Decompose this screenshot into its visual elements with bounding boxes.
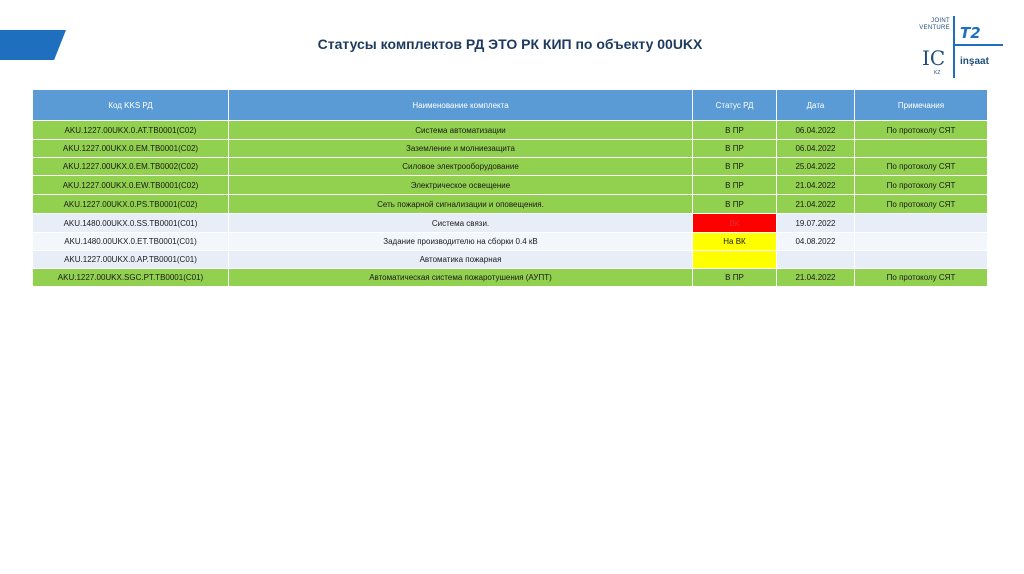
accent-bar bbox=[0, 30, 66, 60]
table-row bbox=[33, 214, 988, 233]
cell-date: 04.08.2022 bbox=[777, 233, 855, 251]
table-row bbox=[33, 176, 988, 195]
cell-code: AKU.1227.00UKX.0.EW.TB0001(C02) bbox=[33, 176, 229, 195]
logo-vertical-line bbox=[953, 16, 955, 78]
cell-name: Задание производителю на сборки 0.4 кВ bbox=[229, 233, 693, 251]
cell-date: 21.04.2022 bbox=[777, 269, 855, 287]
cell-status: В ПР bbox=[693, 195, 777, 214]
header-code: Код KKS РД bbox=[33, 90, 229, 121]
table-row bbox=[33, 121, 988, 140]
cell-code: AKU.1480.00UKX.0.SS.TB0001(C01) bbox=[33, 214, 229, 233]
cell-note bbox=[855, 233, 988, 251]
cell-status: В ПР bbox=[693, 121, 777, 140]
cell-name: Сеть пожарной сигнализации и оповещения. bbox=[229, 195, 693, 214]
cell-status: В ПР bbox=[693, 158, 777, 176]
cell-name: Силовое электрооборудование bbox=[229, 158, 693, 176]
cell-name: Заземление и молниезащита bbox=[229, 140, 693, 158]
cell-status bbox=[693, 251, 777, 269]
header-name: Наименование комплекта bbox=[229, 90, 693, 121]
logo-t2: T2 bbox=[960, 24, 981, 42]
page-title: Статусы комплектов РД ЭТО РК КИП по объекту 00UKX bbox=[317, 36, 703, 52]
table-row bbox=[33, 140, 988, 158]
cell-name: Автоматика пожарная bbox=[229, 251, 693, 269]
table-row bbox=[33, 233, 988, 251]
cell-note: По протоколу СЯТ bbox=[855, 195, 988, 214]
cell-date: 06.04.2022 bbox=[777, 121, 855, 140]
cell-status: На ВК bbox=[693, 233, 777, 251]
logo-insaat: inşaat bbox=[960, 56, 989, 67]
cell-note: По протоколу СЯТ bbox=[855, 158, 988, 176]
table-row bbox=[33, 251, 988, 269]
cell-name: Электрическое освещение bbox=[229, 176, 693, 195]
table-row bbox=[33, 195, 988, 214]
cell-note: По протоколу СЯТ bbox=[855, 176, 988, 195]
cell-date: 21.04.2022 bbox=[777, 176, 855, 195]
cell-note: По протоколу СЯТ bbox=[855, 121, 988, 140]
cell-note bbox=[855, 140, 988, 158]
cell-note bbox=[855, 251, 988, 269]
status-table bbox=[32, 89, 988, 287]
header-status: Статус РД bbox=[693, 90, 777, 121]
cell-name: Автоматическая система пожаротушения (АУПТ) bbox=[229, 269, 693, 287]
logo-joint-venture: JOINT VENTURE bbox=[919, 18, 950, 31]
logo-horizontal-line bbox=[955, 44, 1003, 46]
logo-ic: IC bbox=[922, 46, 946, 70]
logo-kz: KZ bbox=[934, 70, 941, 76]
cell-note bbox=[855, 214, 988, 233]
company-logo bbox=[912, 14, 1012, 80]
cell-code: AKU.1227.00UKX.0.PS.TB0001(C02) bbox=[33, 195, 229, 214]
cell-code: AKU.1227.00UKX.SGC.PT.TB0001(C01) bbox=[33, 269, 229, 287]
cell-date: 21.04.2022 bbox=[777, 195, 855, 214]
cell-status: ВК bbox=[693, 214, 777, 233]
cell-status: В ПР bbox=[693, 140, 777, 158]
cell-code: AKU.1227.00UKX.0.AT.TB0001(C02) bbox=[33, 121, 229, 140]
table-header-row bbox=[33, 90, 988, 121]
cell-date: 19.07.2022 bbox=[777, 214, 855, 233]
cell-name: Система связи. bbox=[229, 214, 693, 233]
cell-date: 06.04.2022 bbox=[777, 140, 855, 158]
table-row bbox=[33, 158, 988, 176]
cell-code: AKU.1480.00UKX.0.ET.TB0001(C01) bbox=[33, 233, 229, 251]
cell-code: AKU.1227.00UKX.0.EM.TB0002(C02) bbox=[33, 158, 229, 176]
cell-code: AKU.1227.00UKX.0.EM.TB0001(C02) bbox=[33, 140, 229, 158]
cell-date bbox=[777, 251, 855, 269]
cell-date: 25.04.2022 bbox=[777, 158, 855, 176]
cell-name: Система автоматизации bbox=[229, 121, 693, 140]
header-date: Дата bbox=[777, 90, 855, 121]
cell-code: AKU.1227.00UKX.0.AP.TB0001(C01) bbox=[33, 251, 229, 269]
header-note: Примечания bbox=[855, 90, 988, 121]
cell-note: По протоколу СЯТ bbox=[855, 269, 988, 287]
cell-status: В ПР bbox=[693, 176, 777, 195]
cell-status: В ПР bbox=[693, 269, 777, 287]
table-row bbox=[33, 269, 988, 287]
